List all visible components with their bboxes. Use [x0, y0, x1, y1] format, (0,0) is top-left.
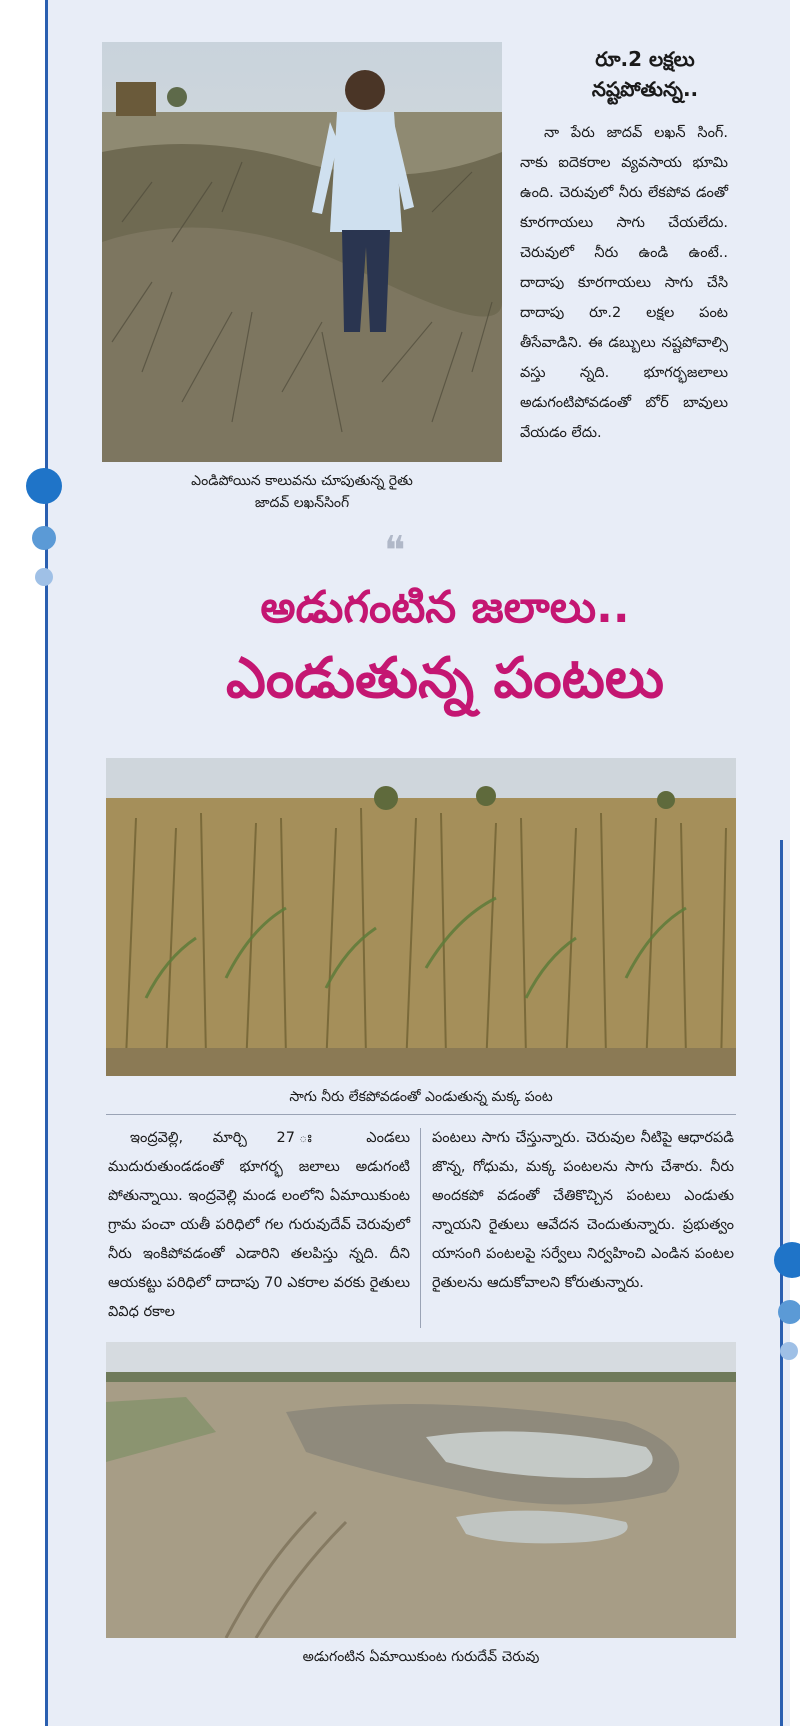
- caption-line: ఎండిపోయిన కాలువను చూపుతున్న రైతు: [191, 473, 413, 489]
- column-divider: [420, 1128, 421, 1328]
- quote-icon: ❝: [384, 528, 406, 574]
- pond-photo-caption: అడుగంటిన ఏమాయికుంట గురుదేవ్ చెరువు: [302, 1649, 540, 1665]
- sidebar-title-line: రూ.2 లక్షలు: [595, 47, 695, 71]
- page-border-right: [780, 840, 783, 1726]
- caption-divider: [106, 1114, 736, 1115]
- decor-dot-medium-right: [778, 1300, 800, 1324]
- sidebar-title: [560, 44, 730, 104]
- headline-line-2: ఎండుతున్న పంటలు: [226, 646, 664, 711]
- farmer-photo-caption: [102, 470, 502, 514]
- article-column-2: పంటలు సాగు చేస్తున్నారు. చెరువుల నీటిపై ఆధారపడి జొన్న, గోధుమ, మక్క పంటలను సాగు చేశారు. నీరు అందకపో వడంతో చేతికొచ్చిన పంటలు ఎండుతు న్నాయని రైతులు ఆవేదన చెందుతున్నారు. ప్రభుత్వం యాసంగి పంటలపై సర్వేలు నిర్వహించి ఎండిన పంటల రైతులను ఆదుకోవాలని కోరుతున్నారు.: [432, 1130, 734, 1291]
- decor-dot-small: [35, 568, 53, 586]
- page-border-left: [45, 0, 48, 1726]
- sidebar-body: నా పేరు జాదవ్ లఖన్ సింగ్. నాకు ఐదెకరాల వ్యవసాయ భూమి ఉంది. చెరువులో నీరు లేకపోవ డంతో కూరగాయలు సాగు చేయలేదు. చెరువులో నీరు ఉండి ఉంటే.. దాదాపు కూరగాయలు సాగు చేసి దాదాపు రూ.2 లక్షల పంట తీసేవాడిని. ఈ డబ్బులు నష్టపోవాల్సి వస్తు న్నది. భూగర్భజలాలు అడుగంటిపోవడంతో బోర్ బావులు వేయడం లేదు.: [520, 125, 728, 441]
- headline-line-1: అడుగంటిన జలాలు..: [260, 582, 630, 633]
- farmer-photo: [102, 42, 502, 462]
- maize-photo-caption: సాగు నీరు లేకపోవడంతో ఎండుతున్న మక్క పంట: [289, 1089, 553, 1105]
- decor-dot-large: [26, 468, 62, 504]
- decor-dot-small-right: [780, 1342, 798, 1360]
- decor-dot-medium: [32, 526, 56, 550]
- article-column-1: ఇంద్రవెల్లి, మార్చి 27 ః ఎండలు ముదురుతుండడంతో భూగర్భ జలాలు అడుగంటి పోతున్నాయి. ఇంద్రవెల్లి మండ లంలోని ఏమాయికుంట గ్రామ పంచా యతీ పరిధిలో గల గురువుదేవ్ చెరువులో నీరు ఇంకిపోవడంతో ఎడారిని తలపిస్తు న్నది. దీని ఆయకట్టు పరిధిలో దాదాపు 70 ఎకరాల వరకు రైతులు వివిధ రకాల: [108, 1130, 410, 1320]
- caption-line: జాదవ్ లఖన్‌సింగ్: [254, 495, 350, 511]
- sidebar-title-line: నష్టపోతున్న..: [591, 77, 699, 101]
- maize-field-photo: [106, 758, 736, 1076]
- dried-pond-photo: [106, 1342, 736, 1638]
